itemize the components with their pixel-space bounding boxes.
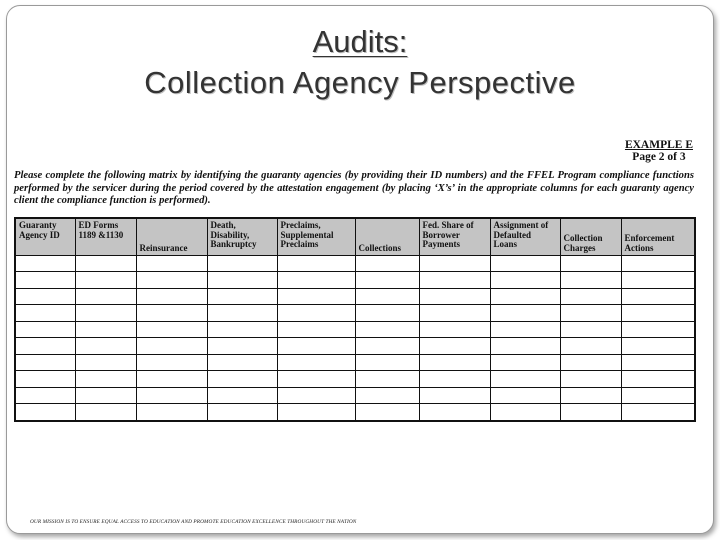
table-header-row bbox=[15, 218, 695, 256]
slide-subtitle: Collection Agency Perspective bbox=[144, 65, 576, 100]
table-cell[interactable] bbox=[621, 387, 695, 403]
table-cell[interactable] bbox=[355, 305, 419, 321]
table-cell[interactable] bbox=[490, 256, 560, 272]
table-cell[interactable] bbox=[560, 256, 621, 272]
column-header: Death, Disability, Bankruptcy bbox=[207, 218, 277, 256]
example-label: EXAMPLE E bbox=[624, 139, 693, 151]
table-cell[interactable] bbox=[560, 305, 621, 321]
column-header: Guaranty Agency ID bbox=[15, 218, 75, 256]
table-cell[interactable] bbox=[490, 354, 560, 370]
table-cell[interactable] bbox=[355, 321, 419, 337]
table-cell[interactable] bbox=[277, 404, 355, 421]
table-cell[interactable] bbox=[355, 272, 419, 288]
table-cell[interactable] bbox=[560, 404, 621, 421]
table-cell[interactable] bbox=[355, 288, 419, 304]
table-cell[interactable] bbox=[207, 354, 277, 370]
table-cell[interactable] bbox=[560, 371, 621, 387]
table-cell[interactable] bbox=[15, 288, 75, 304]
table-cell[interactable] bbox=[15, 321, 75, 337]
table-row bbox=[15, 305, 695, 321]
table-cell[interactable] bbox=[355, 256, 419, 272]
slide-title: Audits: bbox=[312, 24, 408, 59]
table-cell[interactable] bbox=[621, 371, 695, 387]
table-cell[interactable] bbox=[75, 371, 136, 387]
table-cell[interactable] bbox=[207, 371, 277, 387]
table-cell[interactable] bbox=[15, 354, 75, 370]
table-cell[interactable] bbox=[136, 338, 207, 354]
table-cell[interactable] bbox=[490, 272, 560, 288]
table-cell[interactable] bbox=[277, 371, 355, 387]
table-cell[interactable] bbox=[277, 272, 355, 288]
table-cell[interactable] bbox=[207, 288, 277, 304]
table-cell[interactable] bbox=[419, 288, 490, 304]
table-cell[interactable] bbox=[490, 321, 560, 337]
table-cell[interactable] bbox=[136, 354, 207, 370]
table-row bbox=[15, 338, 695, 354]
table-cell[interactable] bbox=[75, 272, 136, 288]
table-cell[interactable] bbox=[355, 387, 419, 403]
column-header: Collection Charges bbox=[560, 218, 621, 256]
table-cell[interactable] bbox=[75, 354, 136, 370]
table-cell[interactable] bbox=[15, 338, 75, 354]
table-cell[interactable] bbox=[355, 404, 419, 421]
table-cell[interactable] bbox=[207, 321, 277, 337]
page-indicator: Page 2 of 3 bbox=[632, 151, 686, 163]
table-cell[interactable] bbox=[560, 288, 621, 304]
table-cell[interactable] bbox=[419, 404, 490, 421]
column-header: Preclaims, Supplemental Preclaims bbox=[277, 218, 355, 256]
table-row bbox=[15, 371, 695, 387]
table-cell[interactable] bbox=[207, 256, 277, 272]
table-cell[interactable] bbox=[490, 288, 560, 304]
table-cell[interactable] bbox=[621, 338, 695, 354]
table-cell[interactable] bbox=[207, 404, 277, 421]
column-header: Collections bbox=[355, 218, 419, 256]
table-cell[interactable] bbox=[560, 272, 621, 288]
table-cell[interactable] bbox=[136, 387, 207, 403]
table-row bbox=[15, 404, 695, 421]
column-header: Fed. Share of Borrower Payments bbox=[419, 218, 490, 256]
table-cell[interactable] bbox=[490, 338, 560, 354]
instructions-paragraph: Please complete the following matrix by identifying the guaranty agencies (by providing their ID numbers) and the FFEL Program compliance functions performed by the servicer during the period covered by the attestation engagement (by placing ‘X’s’ in the appropriate columns for each guaranty agency client the compliance function is performed). bbox=[14, 170, 694, 206]
table-cell[interactable] bbox=[419, 387, 490, 403]
table-cell[interactable] bbox=[419, 321, 490, 337]
table-cell[interactable] bbox=[75, 305, 136, 321]
table-cell[interactable] bbox=[277, 288, 355, 304]
table-cell[interactable] bbox=[621, 354, 695, 370]
table-cell[interactable] bbox=[419, 338, 490, 354]
table-cell[interactable] bbox=[277, 387, 355, 403]
table-cell[interactable] bbox=[277, 305, 355, 321]
table-cell[interactable] bbox=[207, 338, 277, 354]
table-cell[interactable] bbox=[136, 404, 207, 421]
table-cell[interactable] bbox=[75, 404, 136, 421]
table-cell[interactable] bbox=[490, 404, 560, 421]
mission-footer: OUR MISSION IS TO ENSURE EQUAL ACCESS TO EDUCATION AND PROMOTE EDUCATION EXCELLENCE THROUGHOUT THE NATION bbox=[30, 519, 357, 525]
table-cell[interactable] bbox=[15, 404, 75, 421]
table-row bbox=[15, 321, 695, 337]
table-cell[interactable] bbox=[621, 272, 695, 288]
table-cell[interactable] bbox=[419, 256, 490, 272]
table-cell[interactable] bbox=[560, 387, 621, 403]
column-header: Reinsurance bbox=[136, 218, 207, 256]
table-row bbox=[15, 354, 695, 370]
table-cell[interactable] bbox=[419, 371, 490, 387]
table-cell[interactable] bbox=[75, 387, 136, 403]
table-row bbox=[15, 256, 695, 272]
table-cell[interactable] bbox=[560, 321, 621, 337]
table-cell[interactable] bbox=[560, 338, 621, 354]
table-cell[interactable] bbox=[419, 305, 490, 321]
table-cell[interactable] bbox=[207, 305, 277, 321]
table-cell[interactable] bbox=[207, 272, 277, 288]
table-cell[interactable] bbox=[419, 354, 490, 370]
table-cell[interactable] bbox=[75, 288, 136, 304]
table-cell[interactable] bbox=[277, 338, 355, 354]
table-cell[interactable] bbox=[277, 354, 355, 370]
table-cell[interactable] bbox=[15, 371, 75, 387]
table-cell[interactable] bbox=[277, 321, 355, 337]
table-cell[interactable] bbox=[136, 272, 207, 288]
table-row bbox=[15, 387, 695, 403]
table-cell[interactable] bbox=[75, 256, 136, 272]
column-header: Enforcement Actions bbox=[621, 218, 695, 256]
table-cell[interactable] bbox=[15, 305, 75, 321]
table-cell[interactable] bbox=[621, 305, 695, 321]
table-cell[interactable] bbox=[621, 288, 695, 304]
table-cell[interactable] bbox=[355, 354, 419, 370]
table-cell[interactable] bbox=[136, 256, 207, 272]
table-cell[interactable] bbox=[355, 338, 419, 354]
table-cell[interactable] bbox=[136, 371, 207, 387]
table-cell[interactable] bbox=[355, 371, 419, 387]
column-header: Assignment of Defaulted Loans bbox=[490, 218, 560, 256]
table-cell[interactable] bbox=[490, 371, 560, 387]
table-cell[interactable] bbox=[621, 256, 695, 272]
table-row bbox=[15, 288, 695, 304]
table-cell[interactable] bbox=[136, 288, 207, 304]
table-cell[interactable] bbox=[136, 305, 207, 321]
column-header: ED Forms 1189 &1130 bbox=[75, 218, 136, 256]
table-cell[interactable] bbox=[15, 272, 75, 288]
example-header bbox=[625, 139, 693, 163]
table-cell[interactable] bbox=[621, 404, 695, 421]
table-cell[interactable] bbox=[75, 338, 136, 354]
table-cell[interactable] bbox=[490, 305, 560, 321]
table-cell[interactable] bbox=[277, 256, 355, 272]
table-cell[interactable] bbox=[75, 321, 136, 337]
compliance-matrix-table bbox=[14, 217, 696, 422]
table-cell[interactable] bbox=[15, 256, 75, 272]
table-cell[interactable] bbox=[490, 387, 560, 403]
table-cell[interactable] bbox=[136, 321, 207, 337]
table-row bbox=[15, 272, 695, 288]
table-cell[interactable] bbox=[621, 321, 695, 337]
table-cell[interactable] bbox=[560, 354, 621, 370]
table-cell[interactable] bbox=[419, 272, 490, 288]
table-cell[interactable] bbox=[15, 387, 75, 403]
table-cell[interactable] bbox=[207, 387, 277, 403]
